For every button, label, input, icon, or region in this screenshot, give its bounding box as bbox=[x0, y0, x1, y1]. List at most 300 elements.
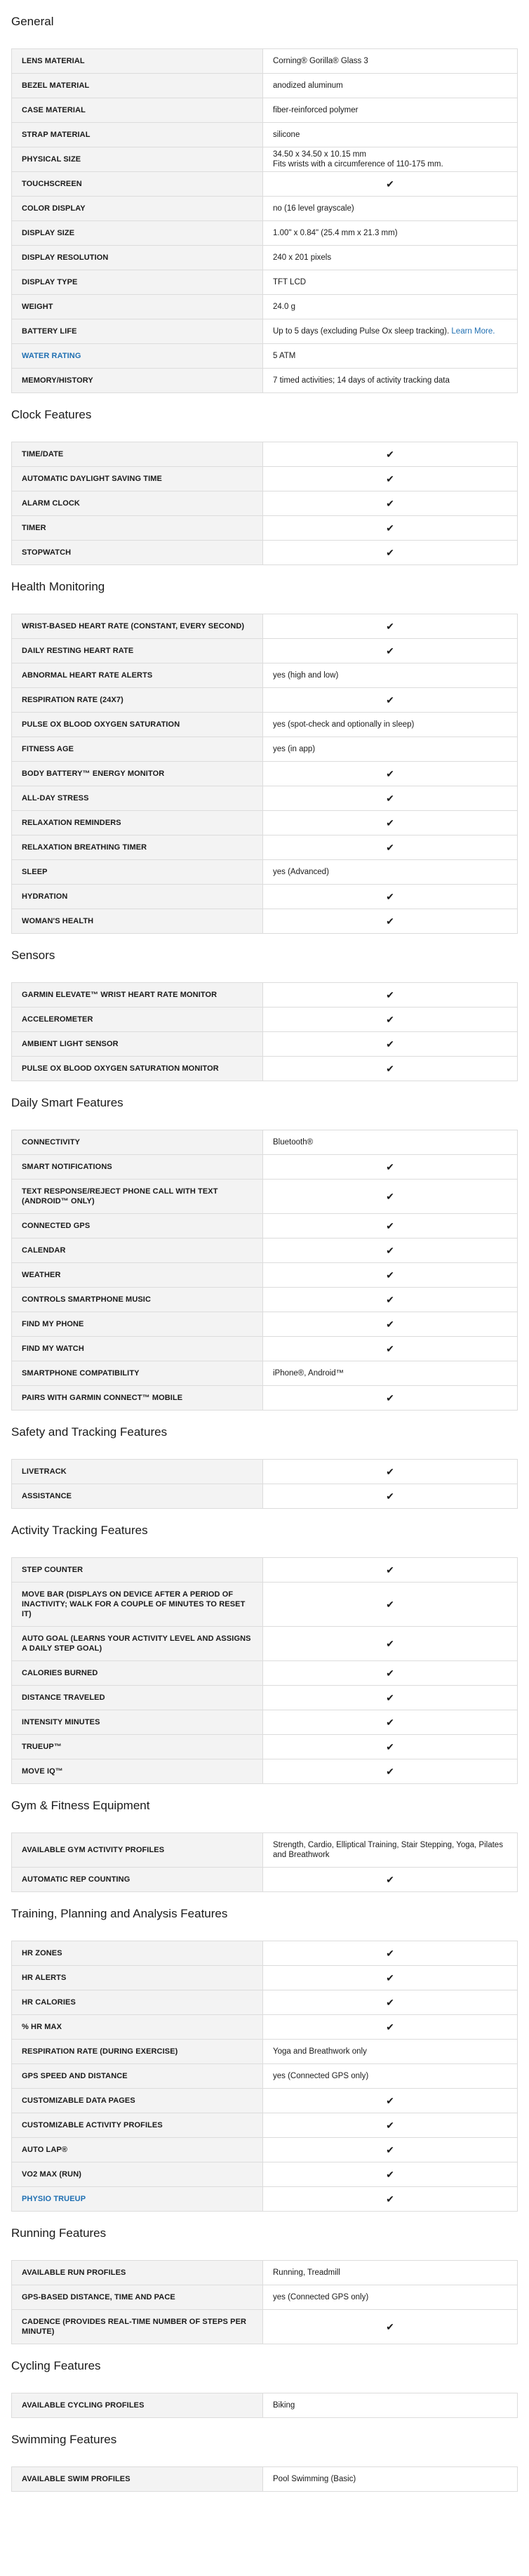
spec-row bbox=[12, 147, 518, 172]
section-title: Running Features bbox=[11, 2226, 107, 2240]
spec-value-check bbox=[263, 1558, 518, 1583]
checkmark-icon: ✔ bbox=[386, 891, 394, 902]
spec-value bbox=[263, 2393, 518, 2418]
spec-label: AUTO LAP® bbox=[12, 2138, 263, 2162]
spec-row bbox=[12, 1558, 518, 1583]
spec-section bbox=[11, 393, 518, 565]
spec-label: WRIST-BASED HEART RATE (CONSTANT, EVERY SECOND) bbox=[12, 614, 263, 639]
spec-value-check bbox=[263, 1759, 518, 1784]
spec-table bbox=[11, 1557, 518, 1784]
spec-row bbox=[12, 983, 518, 1008]
section-spacer bbox=[11, 1539, 518, 1557]
spec-row bbox=[12, 197, 518, 221]
spec-value-check bbox=[263, 1032, 518, 1057]
spec-label: CUSTOMIZABLE DATA PAGES bbox=[12, 2089, 263, 2113]
spec-value-text: Strength, Cardio, Elliptical Training, Stair Stepping, Yoga, Pilates and Breathwork bbox=[273, 1841, 503, 1859]
checkmark-icon: ✔ bbox=[386, 1392, 394, 1403]
spec-value bbox=[263, 74, 518, 98]
spec-row bbox=[12, 1180, 518, 1214]
spec-label: PULSE OX BLOOD OXYGEN SATURATION MONITOR bbox=[12, 1057, 263, 1081]
checkmark-icon: ✔ bbox=[386, 1564, 394, 1576]
spec-label: MOVE BAR (DISPLAYS ON DEVICE AFTER A PERIOD OF INACTIVITY; WALK FOR A COUPLE OF MINUTES TO RESET IT) bbox=[12, 1583, 263, 1627]
spec-value bbox=[263, 221, 518, 246]
spec-value-check bbox=[263, 983, 518, 1008]
spec-label: DAILY RESTING HEART RATE bbox=[12, 639, 263, 663]
spec-label: GARMIN ELEVATE™ WRIST HEART RATE MONITOR bbox=[12, 983, 263, 1008]
spec-row bbox=[12, 2261, 518, 2285]
spec-value-check bbox=[263, 762, 518, 786]
spec-row bbox=[12, 1288, 518, 1312]
spec-label: RELAXATION BREATHING TIMER bbox=[12, 835, 263, 860]
spec-label: AVAILABLE GYM ACTIVITY PROFILES bbox=[12, 1833, 263, 1868]
section-spacer bbox=[11, 30, 518, 48]
spec-label: HYDRATION bbox=[12, 885, 263, 909]
spec-row bbox=[12, 762, 518, 786]
spec-label: CALENDAR bbox=[12, 1239, 263, 1263]
spec-row bbox=[12, 737, 518, 762]
spec-label: CALORIES BURNED bbox=[12, 1661, 263, 1686]
spec-value-text: fiber-reinforced polymer bbox=[273, 106, 359, 114]
spec-value-text: yes (spot-check and optionally in sleep) bbox=[273, 720, 415, 729]
spec-value-text: Pool Swimming (Basic) bbox=[273, 2475, 356, 2483]
spec-value-text-secondary: Fits wrists with a circumference of 110-175 mm. bbox=[273, 160, 443, 169]
spec-label: FITNESS AGE bbox=[12, 737, 263, 762]
spec-table bbox=[11, 2260, 518, 2344]
spec-table bbox=[11, 2466, 518, 2492]
spec-value-check bbox=[263, 811, 518, 835]
checkmark-icon: ✔ bbox=[386, 2321, 394, 2332]
checkmark-icon: ✔ bbox=[386, 178, 394, 190]
spec-row bbox=[12, 369, 518, 393]
spec-row bbox=[12, 491, 518, 516]
section-spacer bbox=[11, 423, 518, 442]
spec-label: SLEEP bbox=[12, 860, 263, 885]
spec-label: AVAILABLE SWIM PROFILES bbox=[12, 2467, 263, 2492]
spec-value-check bbox=[263, 1966, 518, 1990]
section-title: Gym & Fitness Equipment bbox=[11, 1799, 150, 1812]
spec-row bbox=[12, 74, 518, 98]
spec-label: ASSISTANCE bbox=[12, 1484, 263, 1509]
section-title: Training, Planning and Analysis Features bbox=[11, 1907, 228, 1920]
spec-row bbox=[12, 2187, 518, 2212]
checkmark-icon: ✔ bbox=[386, 2144, 394, 2155]
spec-value bbox=[263, 2261, 518, 2285]
spec-row bbox=[12, 1057, 518, 1081]
spec-value-text: Yoga and Breathwork only bbox=[273, 2047, 367, 2056]
spec-row bbox=[12, 1627, 518, 1661]
spec-label: CONNECTED GPS bbox=[12, 1214, 263, 1239]
spec-value bbox=[263, 1130, 518, 1155]
spec-label: PULSE OX BLOOD OXYGEN SATURATION bbox=[12, 713, 263, 737]
spec-value-check bbox=[263, 2187, 518, 2212]
spec-section bbox=[11, 1081, 518, 1411]
spec-label: RESPIRATION RATE (DURING EXERCISE) bbox=[12, 2040, 263, 2064]
checkmark-icon: ✔ bbox=[386, 1948, 394, 1959]
spec-row bbox=[12, 1966, 518, 1990]
spec-label: MOVE IQ™ bbox=[12, 1759, 263, 1784]
spec-table bbox=[11, 982, 518, 1081]
spec-label: TEXT RESPONSE/REJECT PHONE CALL WITH TEXT (ANDROID™ ONLY) bbox=[12, 1180, 263, 1214]
checkmark-icon: ✔ bbox=[386, 547, 394, 558]
spec-value-check bbox=[263, 909, 518, 934]
spec-value-text: Up to 5 days (excluding Pulse Ox sleep tracking). bbox=[273, 327, 450, 336]
checkmark-icon: ✔ bbox=[386, 1874, 394, 1885]
checkmark-icon: ✔ bbox=[386, 1638, 394, 1649]
spec-row bbox=[12, 467, 518, 491]
spec-table bbox=[11, 1459, 518, 1509]
spec-value-check bbox=[263, 2089, 518, 2113]
spec-value-check bbox=[263, 442, 518, 467]
spec-value-check bbox=[263, 541, 518, 565]
spec-row bbox=[12, 295, 518, 319]
section-title: Activity Tracking Features bbox=[11, 1524, 148, 1537]
spec-label: AUTOMATIC REP COUNTING bbox=[12, 1868, 263, 1892]
section-spacer bbox=[11, 1814, 518, 1832]
spec-label: TOUCHSCREEN bbox=[12, 172, 263, 197]
checkmark-icon: ✔ bbox=[386, 1491, 394, 1502]
spec-row bbox=[12, 639, 518, 663]
spec-label-link[interactable]: WATER RATING bbox=[12, 344, 263, 369]
section-spacer bbox=[11, 964, 518, 982]
checkmark-icon: ✔ bbox=[386, 1599, 394, 1610]
section-title: Safety and Tracking Features bbox=[11, 1425, 168, 1439]
spec-row bbox=[12, 1214, 518, 1239]
spec-row bbox=[12, 2310, 518, 2344]
section-title: Cycling Features bbox=[11, 2359, 101, 2372]
spec-row bbox=[12, 49, 518, 74]
spec-row bbox=[12, 319, 518, 344]
spec-row bbox=[12, 885, 518, 909]
spec-row bbox=[12, 2138, 518, 2162]
spec-label: AVAILABLE RUN PROFILES bbox=[12, 2261, 263, 2285]
spec-value-check bbox=[263, 2113, 518, 2138]
spec-section bbox=[11, 2418, 518, 2492]
checkmark-icon: ✔ bbox=[386, 842, 394, 853]
checkmark-icon: ✔ bbox=[386, 1717, 394, 1728]
checkmark-icon: ✔ bbox=[386, 449, 394, 460]
spec-row bbox=[12, 1735, 518, 1759]
spec-value bbox=[263, 860, 518, 885]
spec-section bbox=[11, 0, 518, 393]
checkmark-icon: ✔ bbox=[386, 1741, 394, 1752]
spec-label: RESPIRATION RATE (24X7) bbox=[12, 688, 263, 713]
spec-value-check bbox=[263, 688, 518, 713]
spec-row bbox=[12, 246, 518, 270]
checkmark-icon: ✔ bbox=[386, 621, 394, 632]
spec-label: HR CALORIES bbox=[12, 1990, 263, 2015]
spec-value bbox=[263, 319, 518, 344]
spec-label-link[interactable]: PHYSIO TRUEUP bbox=[12, 2187, 263, 2212]
learn-more-link[interactable]: Learn More. bbox=[451, 327, 495, 336]
spec-row bbox=[12, 172, 518, 197]
spec-row bbox=[12, 270, 518, 295]
spec-row bbox=[12, 1361, 518, 1386]
spec-value-check bbox=[263, 491, 518, 516]
spec-table bbox=[11, 1832, 518, 1892]
spec-row bbox=[12, 1833, 518, 1868]
spec-row bbox=[12, 442, 518, 467]
spec-value-check bbox=[263, 516, 518, 541]
spec-value bbox=[263, 49, 518, 74]
checkmark-icon: ✔ bbox=[386, 694, 394, 706]
spec-label: AUTO GOAL (LEARNS YOUR ACTIVITY LEVEL AND ASSIGNS A DAILY STEP GOAL) bbox=[12, 1627, 263, 1661]
checkmark-icon: ✔ bbox=[386, 2095, 394, 2106]
spec-row bbox=[12, 2113, 518, 2138]
spec-row bbox=[12, 1460, 518, 1484]
spec-value-check bbox=[263, 2138, 518, 2162]
section-spacer bbox=[11, 2448, 518, 2466]
spec-row bbox=[12, 1484, 518, 1509]
spec-value bbox=[263, 663, 518, 688]
spec-row bbox=[12, 2064, 518, 2089]
checkmark-icon: ✔ bbox=[386, 2193, 394, 2205]
spec-row bbox=[12, 786, 518, 811]
checkmark-icon: ✔ bbox=[386, 1269, 394, 1281]
spec-label: FIND MY WATCH bbox=[12, 1337, 263, 1361]
spec-label: STEP COUNTER bbox=[12, 1558, 263, 1583]
spec-label: WEIGHT bbox=[12, 295, 263, 319]
spec-row bbox=[12, 1759, 518, 1784]
spec-value bbox=[263, 369, 518, 393]
spec-row bbox=[12, 1032, 518, 1057]
spec-label: CASE MATERIAL bbox=[12, 98, 263, 123]
spec-value bbox=[263, 2064, 518, 2089]
spec-section bbox=[11, 1411, 518, 1509]
spec-label: ALARM CLOCK bbox=[12, 491, 263, 516]
spec-value-check bbox=[263, 1057, 518, 1081]
spec-row bbox=[12, 1263, 518, 1288]
spec-value-text: Corning® Gorilla® Glass 3 bbox=[273, 57, 368, 65]
spec-label: DISPLAY TYPE bbox=[12, 270, 263, 295]
spec-label: STOPWATCH bbox=[12, 541, 263, 565]
spec-label: SMART NOTIFICATIONS bbox=[12, 1155, 263, 1180]
spec-value-check bbox=[263, 2015, 518, 2040]
spec-label: LENS MATERIAL bbox=[12, 49, 263, 74]
spec-label: DISPLAY RESOLUTION bbox=[12, 246, 263, 270]
checkmark-icon: ✔ bbox=[386, 1997, 394, 2008]
checkmark-icon: ✔ bbox=[386, 473, 394, 484]
spec-value-text: Bluetooth® bbox=[273, 1138, 314, 1147]
spec-row bbox=[12, 688, 518, 713]
spec-section bbox=[11, 934, 518, 1081]
section-spacer bbox=[11, 1111, 518, 1130]
spec-table bbox=[11, 48, 518, 393]
checkmark-icon: ✔ bbox=[386, 793, 394, 804]
spec-row bbox=[12, 541, 518, 565]
spec-row bbox=[12, 344, 518, 369]
spec-label: TIME/DATE bbox=[12, 442, 263, 467]
spec-section bbox=[11, 1892, 518, 2212]
spec-value-text: iPhone®, Android™ bbox=[273, 1369, 344, 1378]
checkmark-icon: ✔ bbox=[386, 2120, 394, 2131]
spec-value bbox=[263, 1361, 518, 1386]
spec-row bbox=[12, 1661, 518, 1686]
spec-value-check bbox=[263, 2310, 518, 2344]
spec-value-check bbox=[263, 1008, 518, 1032]
spec-table bbox=[11, 2393, 518, 2418]
spec-value-text: silicone bbox=[273, 131, 300, 139]
spec-value bbox=[263, 2040, 518, 2064]
spec-value-check bbox=[263, 1263, 518, 1288]
spec-row bbox=[12, 1868, 518, 1892]
spec-value bbox=[263, 147, 518, 172]
section-spacer bbox=[11, 2242, 518, 2260]
spec-value-check bbox=[263, 2162, 518, 2187]
checkmark-icon: ✔ bbox=[386, 1667, 394, 1679]
spec-value-text: 24.0 g bbox=[273, 303, 295, 311]
spec-row bbox=[12, 2285, 518, 2310]
spec-label: GPS SPEED AND DISTANCE bbox=[12, 2064, 263, 2089]
checkmark-icon: ✔ bbox=[386, 1294, 394, 1305]
spec-table bbox=[11, 442, 518, 565]
section-spacer bbox=[11, 2374, 518, 2393]
checkmark-icon: ✔ bbox=[386, 522, 394, 534]
spec-row bbox=[12, 2015, 518, 2040]
spec-row bbox=[12, 2393, 518, 2418]
checkmark-icon: ✔ bbox=[386, 1972, 394, 1983]
spec-row bbox=[12, 98, 518, 123]
checkmark-icon: ✔ bbox=[386, 1038, 394, 1050]
spec-value-text: yes (Connected GPS only) bbox=[273, 2293, 369, 2301]
spec-value-check bbox=[263, 1868, 518, 1892]
spec-row bbox=[12, 1583, 518, 1627]
spec-value-check bbox=[263, 1990, 518, 2015]
spec-value bbox=[263, 270, 518, 295]
section-title: Swimming Features bbox=[11, 2433, 117, 2446]
checkmark-icon: ✔ bbox=[386, 1245, 394, 1256]
spec-row bbox=[12, 909, 518, 934]
spec-label: CADENCE (PROVIDES REAL-TIME NUMBER OF STEPS PER MINUTE) bbox=[12, 2310, 263, 2344]
spec-value-check bbox=[263, 1312, 518, 1337]
spec-value-check bbox=[263, 1386, 518, 1411]
spec-label: VO2 MAX (RUN) bbox=[12, 2162, 263, 2187]
spec-label: TIMER bbox=[12, 516, 263, 541]
spec-row bbox=[12, 1155, 518, 1180]
spec-value bbox=[263, 737, 518, 762]
checkmark-icon: ✔ bbox=[386, 817, 394, 828]
spec-row bbox=[12, 1337, 518, 1361]
spec-value-text: yes (Advanced) bbox=[273, 868, 329, 876]
spec-label: AUTOMATIC DAYLIGHT SAVING TIME bbox=[12, 467, 263, 491]
spec-table bbox=[11, 1130, 518, 1411]
spec-value-text: Running, Treadmill bbox=[273, 2268, 340, 2277]
spec-value-text: 1.00" x 0.84" (25.4 mm x 21.3 mm) bbox=[273, 229, 398, 237]
spec-section bbox=[11, 1509, 518, 1784]
spec-value-check bbox=[263, 786, 518, 811]
section-title: Daily Smart Features bbox=[11, 1096, 123, 1109]
spec-section bbox=[11, 1784, 518, 1892]
spec-row bbox=[12, 516, 518, 541]
spec-row bbox=[12, 1941, 518, 1966]
spec-value bbox=[263, 2467, 518, 2492]
spec-label: DISPLAY SIZE bbox=[12, 221, 263, 246]
spec-label: WOMAN'S HEALTH bbox=[12, 909, 263, 934]
checkmark-icon: ✔ bbox=[386, 498, 394, 509]
spec-value bbox=[263, 123, 518, 147]
spec-value-text: TFT LCD bbox=[273, 278, 307, 286]
spec-label: PAIRS WITH GARMIN CONNECT™ MOBILE bbox=[12, 1386, 263, 1411]
spec-value-check bbox=[263, 1735, 518, 1759]
spec-value-text: 34.50 x 34.50 x 10.15 mm bbox=[273, 150, 366, 159]
spec-section bbox=[11, 2212, 518, 2344]
spec-label: RELAXATION REMINDERS bbox=[12, 811, 263, 835]
spec-row bbox=[12, 2089, 518, 2113]
spec-label: INTENSITY MINUTES bbox=[12, 1710, 263, 1735]
spec-row bbox=[12, 860, 518, 885]
spec-table bbox=[11, 1941, 518, 2212]
checkmark-icon: ✔ bbox=[386, 989, 394, 1000]
checkmark-icon: ✔ bbox=[386, 768, 394, 779]
spec-value bbox=[263, 246, 518, 270]
spec-value-text: yes (Connected GPS only) bbox=[273, 2072, 369, 2080]
spec-row bbox=[12, 1686, 518, 1710]
checkmark-icon: ✔ bbox=[386, 916, 394, 927]
spec-label: DISTANCE TRAVELED bbox=[12, 1686, 263, 1710]
spec-value-check bbox=[263, 1941, 518, 1966]
spec-label: STRAP MATERIAL bbox=[12, 123, 263, 147]
spec-value-text: 5 ATM bbox=[273, 352, 296, 360]
spec-row bbox=[12, 1710, 518, 1735]
spec-label: BODY BATTERY™ ENERGY MONITOR bbox=[12, 762, 263, 786]
spec-value-text: anodized aluminum bbox=[273, 81, 343, 90]
spec-label: ALL-DAY STRESS bbox=[12, 786, 263, 811]
spec-label: ACCELEROMETER bbox=[12, 1008, 263, 1032]
spec-row bbox=[12, 811, 518, 835]
spec-value-check bbox=[263, 1710, 518, 1735]
section-title: Health Monitoring bbox=[11, 580, 105, 593]
spec-label: WEATHER bbox=[12, 1263, 263, 1288]
spec-row bbox=[12, 1312, 518, 1337]
checkmark-icon: ✔ bbox=[386, 645, 394, 656]
spec-label: BATTERY LIFE bbox=[12, 319, 263, 344]
spec-label: LIVETRACK bbox=[12, 1460, 263, 1484]
spec-value bbox=[263, 295, 518, 319]
spec-label: % HR MAX bbox=[12, 2015, 263, 2040]
spec-row bbox=[12, 1239, 518, 1263]
section-spacer bbox=[11, 1922, 518, 1941]
spec-row bbox=[12, 614, 518, 639]
spec-value-check bbox=[263, 467, 518, 491]
section-title: General bbox=[11, 15, 54, 28]
spec-row bbox=[12, 1008, 518, 1032]
spec-row bbox=[12, 1990, 518, 2015]
spec-value-check bbox=[263, 1288, 518, 1312]
spec-value-check bbox=[263, 1337, 518, 1361]
spec-value-text: 7 timed activities; 14 days of activity tracking data bbox=[273, 376, 450, 385]
spec-row bbox=[12, 123, 518, 147]
spec-label: MEMORY/HISTORY bbox=[12, 369, 263, 393]
spec-row bbox=[12, 713, 518, 737]
spec-value bbox=[263, 98, 518, 123]
spec-value-check bbox=[263, 1180, 518, 1214]
spec-label: HR ZONES bbox=[12, 1941, 263, 1966]
spec-row bbox=[12, 663, 518, 688]
spec-section bbox=[11, 565, 518, 934]
spec-row bbox=[12, 2467, 518, 2492]
spec-value-check bbox=[263, 1583, 518, 1627]
spec-label: SMARTPHONE COMPATIBILITY bbox=[12, 1361, 263, 1386]
checkmark-icon: ✔ bbox=[386, 1319, 394, 1330]
spec-value-check bbox=[263, 614, 518, 639]
spec-label: AMBIENT LIGHT SENSOR bbox=[12, 1032, 263, 1057]
spec-row bbox=[12, 1386, 518, 1411]
spec-value bbox=[263, 2285, 518, 2310]
spec-value-text: 240 x 201 pixels bbox=[273, 253, 332, 262]
spec-label: GPS-BASED DISTANCE, TIME AND PACE bbox=[12, 2285, 263, 2310]
spec-value bbox=[263, 197, 518, 221]
spec-row bbox=[12, 2040, 518, 2064]
spec-label: CONNECTIVITY bbox=[12, 1130, 263, 1155]
